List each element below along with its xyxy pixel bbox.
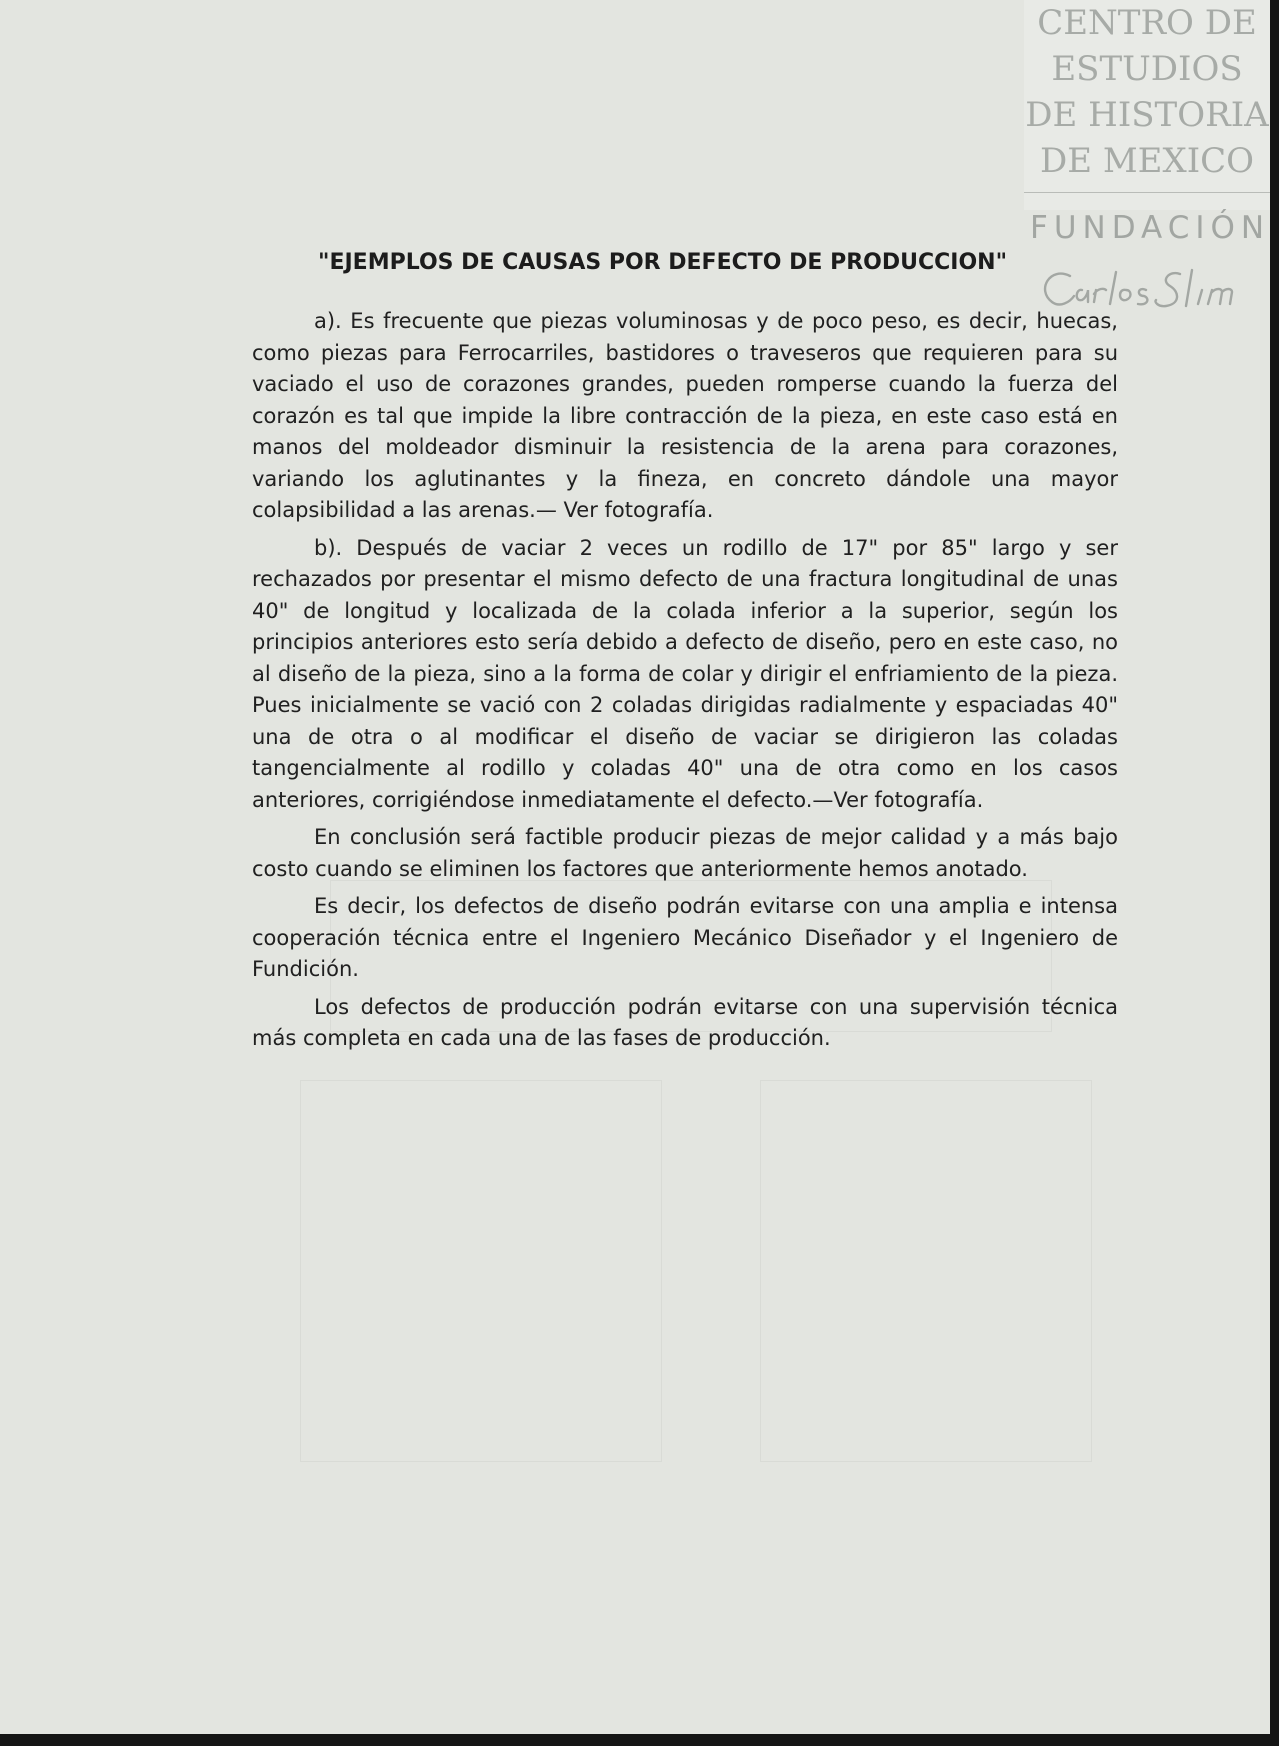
scan-edge-right [1270,0,1279,1746]
show-through-frame-left [300,1080,662,1462]
paragraph-a: a). Es frecuente que piezas voluminosas y de poco peso, es decir, huecas, como piezas para Ferrocarriles, bastidores o traveseros que requieren para su vaciado el uso de corazones grandes, pueden romperse cuando la fuerza del corazón es tal que impide la libre contracción de la pieza, en este caso está en manos del moldeador disminuir la resistencia de la arena para corazones, variando los aglutinantes y la fineza, en concreto dándole una mayor colapsibilidad a las arenas.— Ver fotografía. [252,309,1118,522]
watermark-line-4: DE MEXICO [1039,141,1255,181]
watermark-line-1: CENTRO DE [1037,3,1257,43]
paragraph-design-defects: Es decir, los defectos de diseño podrán evitarse con una amplia e intensa cooperación técnica entre el Ingeniero Mecánico Diseñador y el Ingeniero de Fundición. [252,894,1118,981]
document-body [252,306,1118,1061]
document-title: "EJEMPLOS DE CAUSAS POR DEFECTO DE PRODUCCION" [318,250,1008,275]
watermark-divider [1024,192,1270,193]
paragraph-production-defects: Los defectos de producción podrán evitarse con una supervisión técnica más completa en cada una de las fases de producción. [252,994,1118,1050]
archive-watermark [1024,0,1270,210]
watermark-line-2: ESTUDIOS [1051,49,1243,89]
scan-edge-bottom [0,1734,1279,1746]
paragraph-conclusion: En conclusión será factible producir piezas de mejor calidad y a más bajo costo cuando se eliminen los factores que anteriormente hemos anotado. [252,825,1118,881]
show-through-frame-right [760,1080,1092,1462]
watermark-line-3: DE HISTORIA [1025,95,1269,135]
paragraph-b: b). Después de vaciar 2 veces un rodillo de 17" por 85" largo y ser rechazados por presentar el mismo defecto de una fractura longitudinal de unas 40" de longitud y localizada de la colada inferior a la superior, según los principios anteriores esto sería debido a defecto de diseño, pero en este caso, no al diseño de la pieza, sino a la forma de colar y dirigir el enfriamiento de la pieza. Pues inicialmente se vació con 2 coladas dirigidas radialmente y espaciadas 40" una de otra o al modificar el diseño de vaciar se dirigieron las coladas tangencialmente al rodillo y coladas 40" una de otra como en los casos anteriores, corrigiéndose inmediatamente el defecto.—Ver fotografía. [252,535,1118,812]
watermark-fundacion: FUNDACIÓN [1030,210,1271,246]
